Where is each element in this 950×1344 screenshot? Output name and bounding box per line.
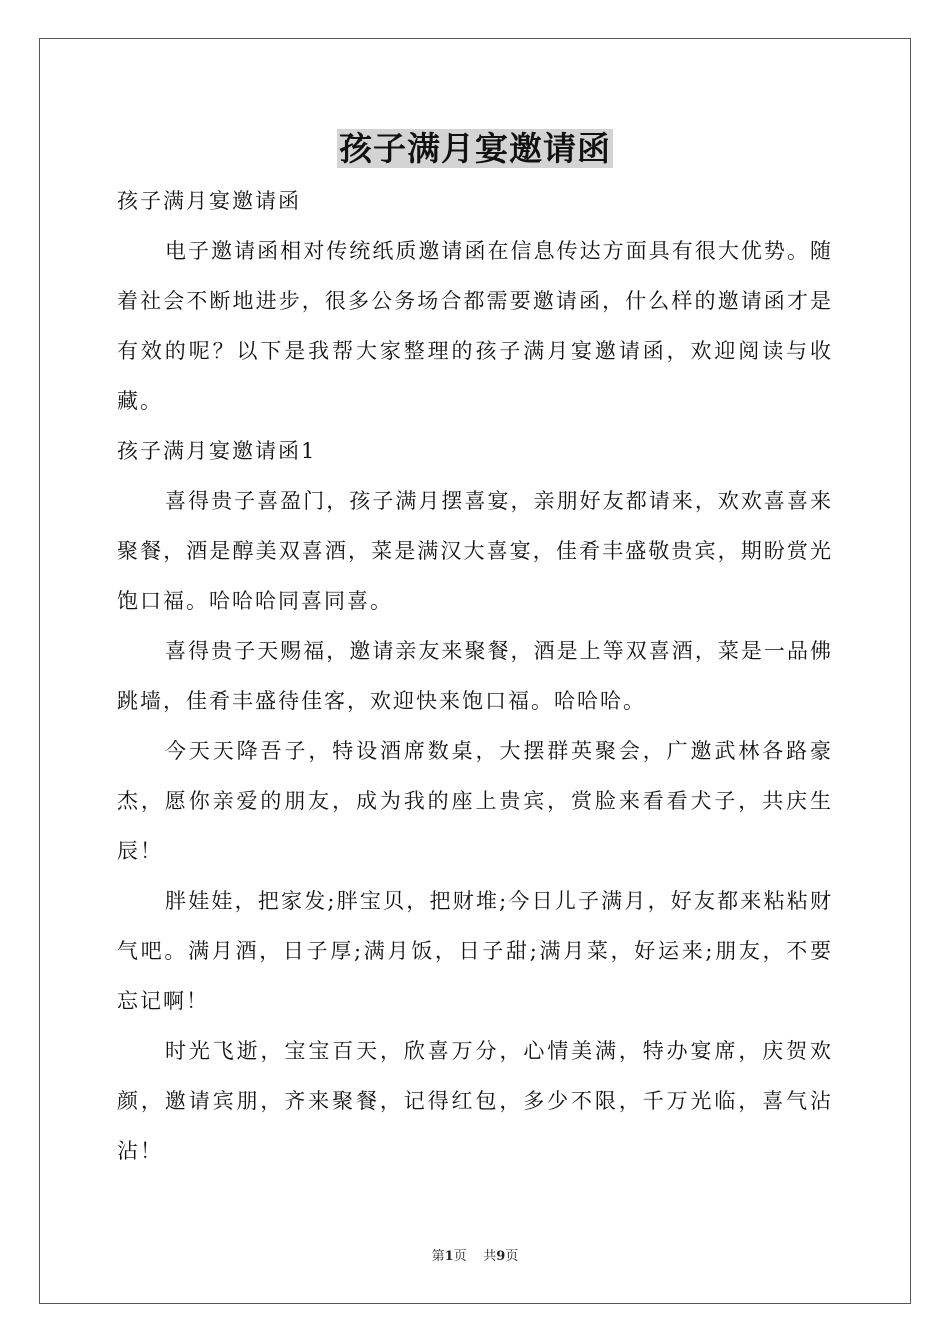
body-paragraph: 喜得贵子天赐福，邀请亲友来聚餐，酒是上等双喜酒，菜是一品佛跳墙，佳肴丰盛待佳客，欢迎快来饱口福。哈哈哈。 bbox=[117, 639, 833, 713]
footer-total-suffix: 页 bbox=[505, 1249, 519, 1264]
body-paragraph: 胖娃娃，把家发;胖宝贝，把财堆;今日儿子满月，好友都来粘粘财气吧。满月酒，日子厚;满月饭，日子甜;满月菜，好运来;朋友，不要忘记啊！ bbox=[117, 889, 833, 1013]
document-body bbox=[117, 176, 833, 1176]
total-page-count: 9 bbox=[496, 1249, 506, 1264]
page-footer bbox=[0, 1248, 950, 1266]
body-paragraph: 喜得贵子喜盈门，孩子满月摆喜宴，亲朋好友都请来，欢欢喜喜来聚餐，酒是醇美双喜酒，菜是满汉大喜宴，佳肴丰盛敬贵宾，期盼赏光饱口福。哈哈哈同喜同喜。 bbox=[117, 489, 833, 613]
document-title-text: 孩子满月宴邀请函 bbox=[339, 129, 611, 168]
section-heading: 孩子满月宴邀请函1 bbox=[117, 439, 317, 463]
footer-page-suffix: 页 bbox=[453, 1249, 467, 1264]
subtitle-paragraph: 孩子满月宴邀请函 bbox=[117, 189, 301, 213]
footer-prefix: 第 bbox=[431, 1249, 445, 1264]
intro-paragraph: 电子邀请函相对传统纸质邀请函在信息传达方面具有很大优势。随着社会不断地进步，很多公务场合都需要邀请函，什么样的邀请函才是有效的呢？以下是我帮大家整理的孩子满月宴邀请函，欢迎阅读与收藏。 bbox=[117, 239, 833, 413]
footer-total-prefix: 共 bbox=[483, 1249, 497, 1264]
body-paragraph: 时光飞逝，宝宝百天，欣喜万分，心情美满，特办宴席，庆贺欢颜，邀请宾朋，齐来聚餐，记得红包，多少不限，千万光临，喜气沾沾！ bbox=[117, 1039, 833, 1163]
document-title bbox=[0, 126, 950, 172]
body-paragraph: 今天天降吾子，特设酒席数桌，大摆群英聚会，广邀武林各路豪杰，愿你亲爱的朋友，成为我的座上贵宾，赏脸来看看犬子，共庆生辰！ bbox=[117, 739, 833, 863]
current-page-number: 1 bbox=[444, 1249, 454, 1264]
